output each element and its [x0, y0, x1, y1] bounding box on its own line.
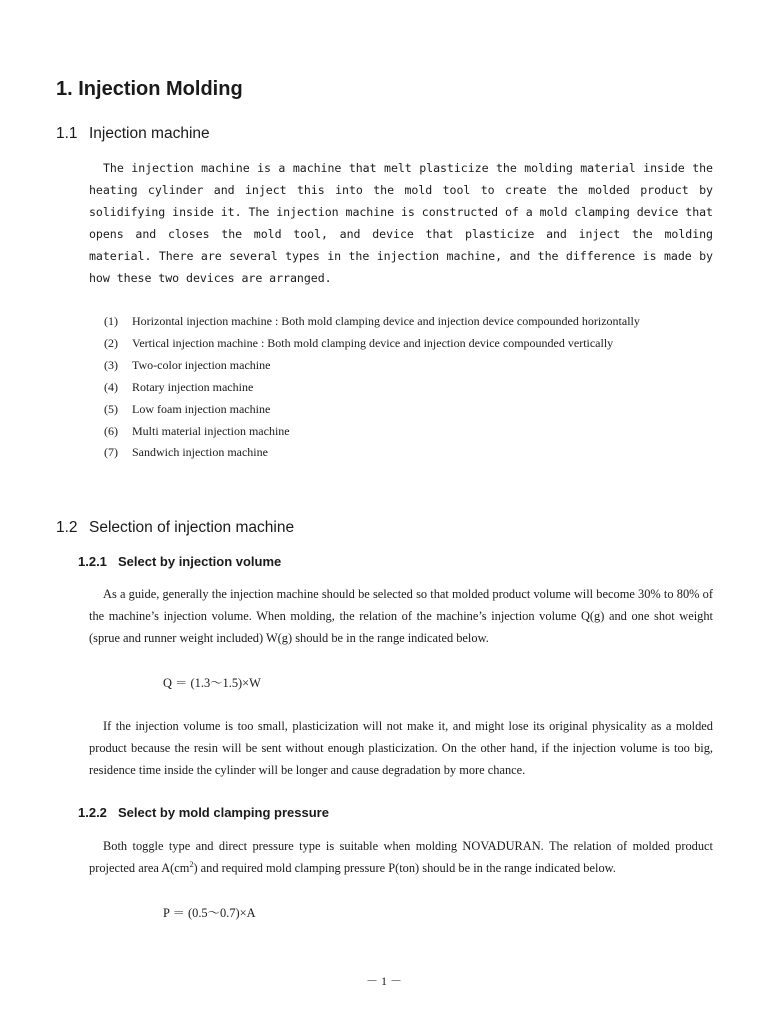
paragraph-injection-machine: The injection machine is a machine that melt plasticize the molding material inside the heating cylinder and inject this into the mold tool to create the molded product by solidifying inside it. The injection machine is constructed of a mold clamping device that opens and closes the mold tool, and device that plasticize and inject the molding material. There are several types in the injection machine, and the difference is made by how these two devices are arranged. — [89, 161, 713, 285]
formula-injection-volume: Q ＝ (1.3～1.5)×W — [163, 676, 261, 690]
subsection-number: 1.2.1 — [78, 554, 107, 569]
subsection-title: Select by mold clamping pressure — [118, 805, 329, 820]
list-item-text: Multi material injection machine — [132, 423, 290, 438]
section-number: 1.2 — [56, 519, 78, 536]
list-item-number: (4) — [104, 379, 118, 394]
section-heading-1-2 — [56, 519, 294, 537]
paragraph-text: Both toggle type and direct pressure type is suitable when molding NOVADURAN. The relation of molded product projected area A(cm — [89, 839, 713, 875]
list-item-text: Sandwich injection machine — [132, 445, 268, 460]
list-item-number: (1) — [104, 314, 118, 328]
list-item-number: (2) — [104, 335, 118, 350]
list-item — [104, 377, 714, 399]
list-item-number: (3) — [104, 357, 118, 372]
list-item — [104, 421, 714, 443]
paragraph-volume-warning: If the injection volume is too small, plasticization will not make it, and might lose its original physicality as a molded product because the resin will be sent without enough plasticization. On the other hand, if the injection volume is too big, residence time inside the cylinder will be longer and cause degradation by more chance. — [89, 719, 713, 777]
list-item — [104, 442, 714, 464]
paragraph-clamping-pressure — [89, 835, 713, 879]
list-item — [104, 333, 714, 355]
list-item-number: (6) — [104, 423, 118, 438]
machine-type-list — [104, 311, 714, 464]
list-item-text: Vertical injection machine : Both mold clamping device and injection device compounded vertically — [132, 335, 614, 350]
formula-clamping-pressure: P ＝ (0.5～0.7)×A — [163, 906, 256, 920]
list-item — [104, 311, 714, 333]
section-heading-1-1 — [56, 125, 210, 143]
subsection-title: Select by injection volume — [118, 554, 282, 569]
list-item — [104, 399, 714, 421]
subsection-heading-1-2-1 — [78, 554, 281, 569]
section-title: Selection of injection machine — [89, 519, 295, 536]
list-item-text: Two-color injection machine — [132, 357, 271, 372]
subsection-heading-1-2-2 — [78, 805, 329, 820]
section-title: Injection machine — [89, 125, 210, 142]
paragraph-text: ) and required mold clamping pressure P(ton) should be in the range indicated below. — [193, 861, 616, 875]
paragraph-injection-volume: As a guide, generally the injection machine should be selected so that molded product volume will become 30% to 80% of the machine’s injection volume. When molding, the relation of the machine’s injection volume Q(g) and one shot weight (sprue and runner weight included) W(g) should be in the range indicated below. — [89, 587, 713, 645]
list-item-text: Low foam injection machine — [132, 401, 271, 416]
list-item-number: (7) — [104, 445, 118, 460]
list-item-number: (5) — [104, 401, 118, 416]
section-number: 1.1 — [56, 125, 78, 142]
superscript: 2 — [189, 859, 194, 869]
page-number: － 1 － — [365, 974, 402, 988]
page-title: 1. Injection Molding — [56, 78, 243, 100]
list-item-text: Rotary injection machine — [132, 379, 254, 394]
list-item — [104, 355, 714, 377]
list-item-text: Horizontal injection machine : Both mold clamping device and injection device compounded horizontally — [132, 314, 640, 328]
subsection-number: 1.2.2 — [78, 805, 107, 820]
